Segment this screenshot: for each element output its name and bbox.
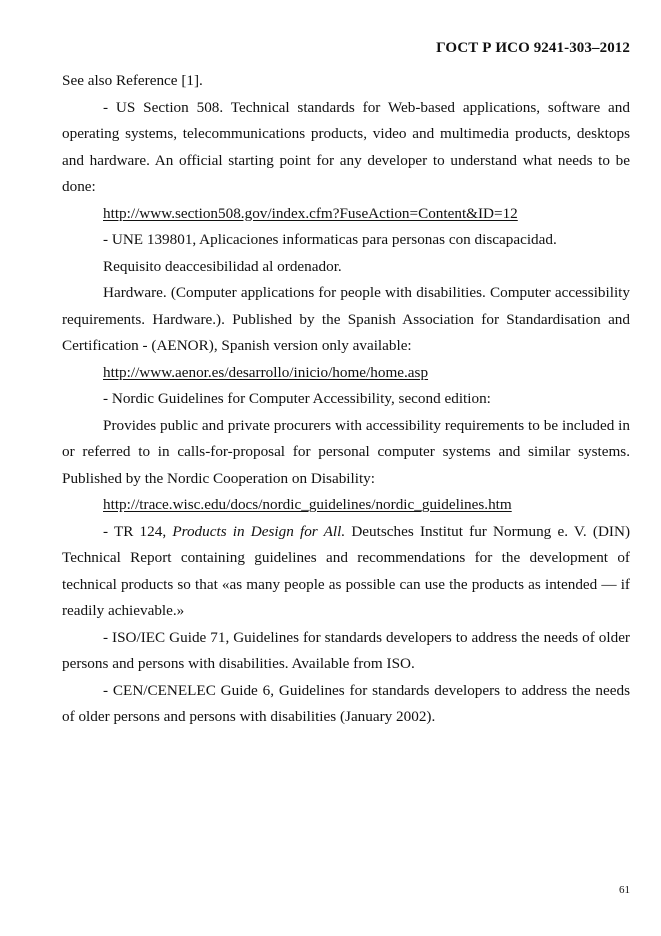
section508-link[interactable]: http://www.section508.gov/index.cfm?FuseAction=Content&ID=12 — [103, 204, 518, 222]
tr-124-title: Products in Design for All. — [172, 522, 346, 540]
requisito-paragraph: Requisito deaccesibilidad al ordenador. — [103, 257, 342, 275]
tr-124-description: Deutsches Institut fur Normung e. V. (DIN) Technical Report containing guidelines and recommendations for the development of technical products so that «as many people as possible can use the products as intended — if readily achievable.» — [62, 522, 630, 619]
nordic-link-line — [62, 492, 630, 519]
tr-124-paragraph — [62, 519, 630, 625]
aenor-link[interactable]: http://www.aenor.es/desarrollo/inicio/home/home.asp — [103, 363, 429, 381]
une-139801-paragraph: - UNE 139801, Aplicaciones informaticas para personas con discapacidad. — [103, 231, 557, 248]
nordic-link[interactable]: http://trace.wisc.edu/docs/nordic_guidelines/nordic_guidelines.htm — [103, 496, 512, 513]
cen-guide-6-paragraph: - CEN/CENELEC Guide 6, Guidelines for standards developers to address the needs of older persons and persons with disabilities (January 2002). — [62, 681, 630, 725]
procurers-paragraph: Provides public and private procurers with accessibility requirements to be included in or referred to in calls-for-proposal for personal computer systems and similar systems. Published by the Nordic Cooperation on Disability: — [62, 416, 630, 487]
document-code-header: ГОСТ Р ИСО 9241-303–2012 — [436, 40, 630, 56]
us-section-508-paragraph: - US Section 508. Technical standards for Web-based applications, software and operating systems, telecommunications products, video and multimedia products, desktops and hardware. An official starting point for any developer to understand what needs to be done: — [62, 98, 630, 195]
page-body — [62, 68, 630, 731]
hardware-paragraph: Hardware. (Computer applications for people with disabilities. Computer accessibility requirements. Hardware.). Published by the Spanish Association for Standardisation and Certification - (AENOR), Spanish version only available: — [62, 284, 630, 354]
section508-link-line — [62, 201, 630, 228]
tr-124-prefix: - TR 124, — [103, 522, 173, 540]
aenor-link-line — [62, 360, 630, 387]
reference-paragraph: See also Reference [1]. — [62, 72, 203, 89]
iso-guide-71-paragraph: - ISO/IEC Guide 71, Guidelines for standards developers to address the needs of older persons and persons with disabilities. Available from ISO. — [62, 628, 630, 672]
nordic-guidelines-paragraph: - Nordic Guidelines for Computer Accessibility, second edition: — [103, 390, 491, 407]
page-number: 61 — [619, 884, 630, 896]
